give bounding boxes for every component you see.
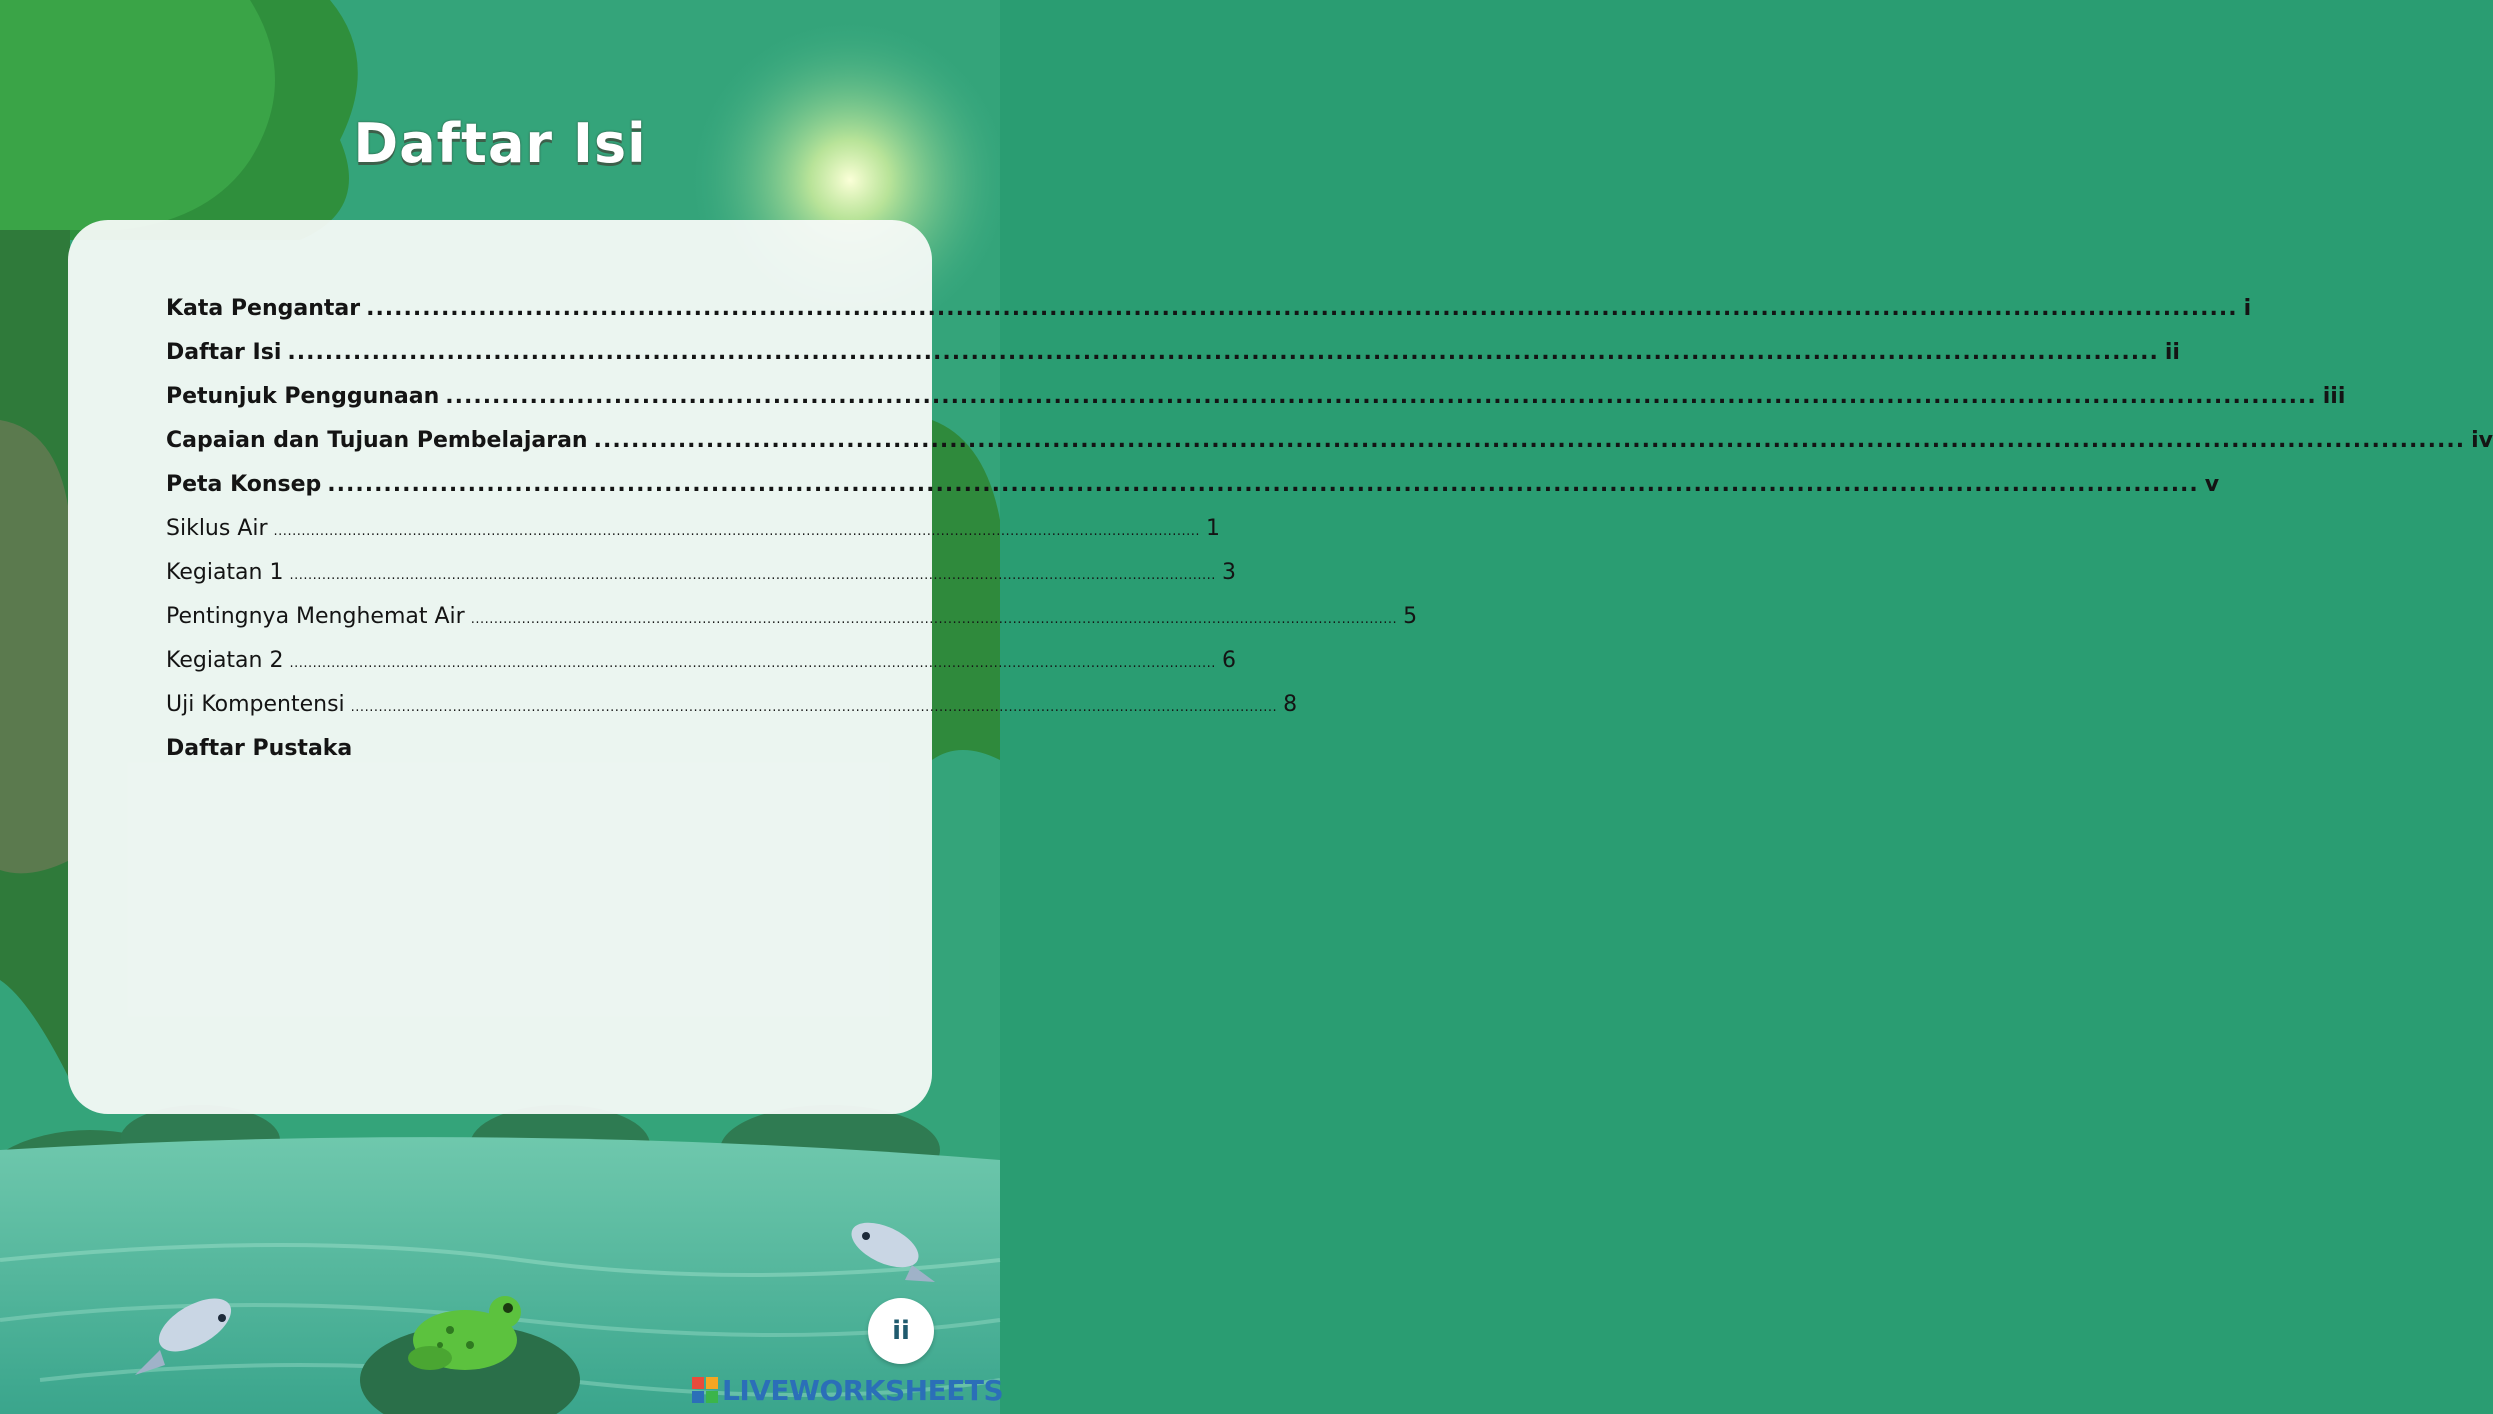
toc-item-page: ii — [2164, 340, 2180, 365]
toc-dot-leader: ........................................................................................................................................................................................................ — [366, 296, 2238, 321]
toc-dot-leader: ........................................................................................................................................................................................................ — [273, 524, 1201, 539]
toc-item-page: 5 — [1403, 604, 1418, 629]
toc-item[interactable] — [166, 516, 1221, 560]
toc-item-page: v — [2204, 472, 2220, 497]
toc-item-label: Kegiatan 2 — [166, 648, 284, 673]
toc-item-label: Daftar Isi — [166, 340, 282, 365]
page-title: Daftar Isi — [353, 112, 647, 175]
toc-item-page: 8 — [1283, 692, 1298, 717]
toc-item-label: Capaian dan Tujuan Pembelajaran — [166, 428, 588, 453]
toc-item[interactable] — [166, 692, 1298, 736]
toc-dot-leader: ........................................................................................................................................................................................................ — [445, 384, 2317, 409]
toc-item-label: Pentingnya Menghemat Air — [166, 604, 465, 629]
toc-item[interactable] — [166, 736, 832, 780]
liveworksheets-logo-icon — [692, 1377, 718, 1403]
toc-item-page: i — [2243, 296, 2252, 321]
toc-dot-leader: ........................................................................................................................................................................................................ — [289, 568, 1216, 583]
toc-item[interactable] — [166, 340, 2180, 384]
toc-item-label: Petunjuk Penggunaan — [166, 384, 440, 409]
brand-text: LIVEWORKSHEETS — [722, 1373, 1004, 1407]
toc-item[interactable] — [166, 560, 1236, 604]
toc-item-label: Siklus Air — [166, 516, 268, 541]
toc-item-page: iv — [2471, 428, 2493, 453]
toc-item-label: Kegiatan 1 — [166, 560, 284, 585]
toc-item[interactable] — [166, 648, 1236, 692]
page-number-badge: ii — [868, 1298, 934, 1364]
toc-item[interactable] — [166, 296, 2252, 340]
toc-item-label: Uji Kompentensi — [166, 692, 345, 717]
toc-item-page: 3 — [1221, 560, 1236, 585]
toc-item[interactable] — [166, 472, 2220, 516]
brand-logo — [692, 1372, 1003, 1408]
toc-dot-leader: ........................................................................................................................................................................................................ — [289, 656, 1216, 671]
toc-item[interactable] — [166, 384, 2346, 428]
table-of-contents — [166, 296, 2493, 780]
toc-item-label: Kata Pengantar — [166, 296, 361, 321]
toc-item-page: 6 — [1221, 648, 1236, 673]
toc-item[interactable] — [166, 428, 2493, 472]
toc-item-page: 1 — [1206, 516, 1221, 541]
toc-dot-leader: ........................................................................................................................................................................................................ — [327, 472, 2199, 497]
toc-dot-leader: ........................................................................................................................................................................................................ — [470, 612, 1398, 627]
toc-dot-leader: ........................................................................................................................................................................................................ — [287, 340, 2159, 365]
toc-dot-leader: ........................................................................................................................................................................................................ — [593, 428, 2466, 453]
toc-item[interactable] — [166, 604, 1418, 648]
toc-item-page: iii — [2322, 384, 2346, 409]
toc-dot-leader: ........................................................................................................................................................................................................ — [350, 700, 1278, 715]
toc-item-label: Peta Konsep — [166, 472, 322, 497]
toc-item-label: Daftar Pustaka — [166, 736, 353, 761]
